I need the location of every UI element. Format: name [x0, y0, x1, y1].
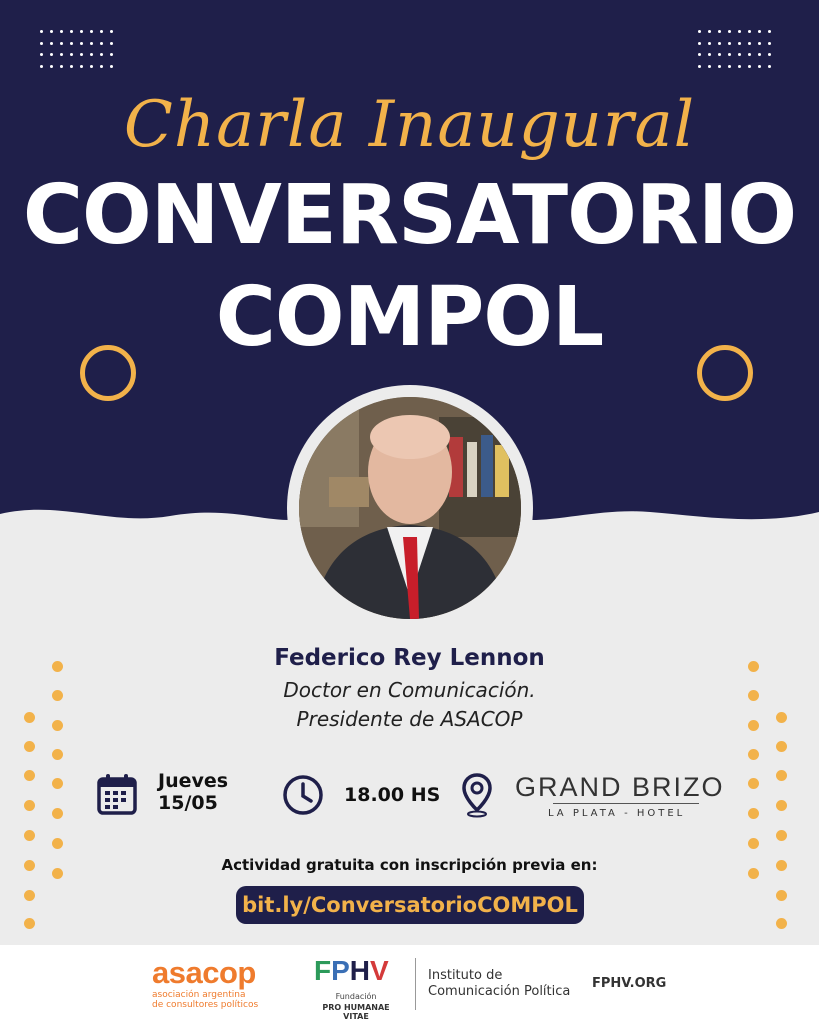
speaker-role-line1: Doctor en Comunicación.	[283, 678, 536, 702]
fphv-logo-f: F	[314, 955, 332, 986]
venue-subtitle: LA PLATA - HOTEL	[548, 808, 686, 819]
event-day: Jueves	[158, 770, 229, 792]
event-date-value: 15/05	[158, 792, 218, 814]
decorative-ring-right	[697, 345, 753, 401]
calendar-icon	[96, 772, 138, 816]
speaker-photo	[299, 397, 521, 619]
institute-line1: Instituto de	[428, 968, 503, 983]
asacop-logo: asacop	[152, 955, 256, 990]
venue-divider	[553, 803, 699, 804]
website-label[interactable]: FPHV.ORG	[592, 976, 667, 991]
fphv-logo-h: H	[349, 955, 371, 986]
event-date	[158, 770, 228, 814]
main-title-line1: CONVERSATORIO	[22, 168, 797, 263]
speaker-role-line2: Presidente de ASACOP	[296, 707, 523, 731]
fphv-logo	[314, 955, 389, 987]
clock-icon	[282, 774, 324, 816]
asacop-tagline-line2: de consultores políticos	[152, 1000, 259, 1010]
script-title: Charla Inaugural	[123, 88, 696, 162]
main-title-line2: COMPOL	[215, 270, 604, 365]
location-pin-icon	[461, 772, 493, 818]
decorative-dot-grid-right	[698, 30, 778, 76]
asacop-tagline-line1: asociación argentina	[152, 990, 246, 1000]
fphv-logo-v: V	[370, 955, 389, 986]
event-time: 18.00 HS	[344, 784, 441, 806]
fphv-subtitle-1: Fundación	[335, 992, 377, 1001]
institute-line2: Comunicación Política	[428, 984, 571, 999]
registration-text: Actividad gratuita con inscripción previa en:	[221, 856, 598, 874]
footer-divider	[415, 958, 416, 1010]
fphv-logo-p: P	[331, 955, 350, 986]
institute-name	[428, 968, 570, 1000]
footer-bar	[0, 945, 819, 1024]
asacop-tagline	[152, 990, 258, 1010]
decorative-ring-left	[80, 345, 136, 401]
speaker-name: Federico Rey Lennon	[274, 645, 545, 671]
fphv-subtitle-2: PRO HUMANAE VITAE	[322, 1003, 390, 1021]
venue-name: GRAND BRIZO	[515, 772, 725, 802]
decorative-dot-grid-left	[40, 30, 120, 76]
registration-link[interactable]: bit.ly/ConversatorioCOMPOL	[236, 886, 584, 924]
